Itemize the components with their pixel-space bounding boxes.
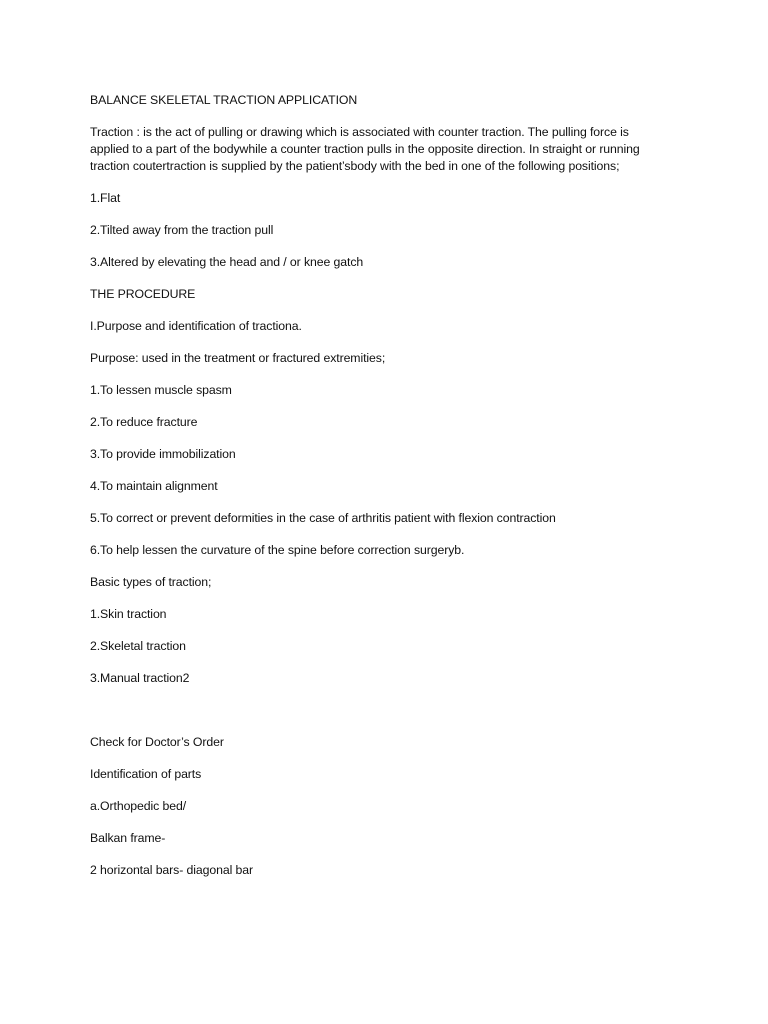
position-item: 2.Tilted away from the traction pull: [90, 223, 274, 237]
document-title: BALANCE SKELETAL TRACTION APPLICATION: [90, 93, 358, 107]
position-item: 1.Flat: [90, 191, 121, 205]
purpose-item: 5.To correct or prevent deformities in the case of arthritis patient with flexion contraction: [90, 511, 556, 525]
identification-heading: Identification of parts: [90, 767, 202, 781]
purpose-heading: I.Purpose and identification of tractiona.: [90, 319, 302, 333]
purpose-item: 4.To maintain alignment: [90, 479, 218, 493]
type-item: 2.Skeletal traction: [90, 639, 186, 653]
type-item: 3.Manual traction2: [90, 671, 190, 685]
procedure-heading: THE PROCEDURE: [90, 287, 196, 301]
purpose-item: 2.To reduce fracture: [90, 415, 198, 429]
types-heading: Basic types of traction;: [90, 575, 212, 589]
part-item: Balkan frame-: [90, 831, 166, 845]
blank-line: [90, 702, 670, 734]
position-item: 3.Altered by elevating the head and / or knee gatch: [90, 255, 364, 269]
document-body: [90, 92, 670, 894]
purpose-intro: Purpose: used in the treatment or fractured extremities;: [90, 351, 386, 365]
purpose-item: 3.To provide immobilization: [90, 447, 236, 461]
purpose-item: 6.To help lessen the curvature of the spine before correction surgeryb.: [90, 543, 465, 557]
purpose-item: 1.To lessen muscle spasm: [90, 383, 232, 397]
part-item: 2 horizontal bars- diagonal bar: [90, 863, 254, 877]
intro-paragraph: Traction : is the act of pulling or drawing which is associated with counter traction. The pulling force is applied to a part of the bodywhile a counter traction pulls in the opposite direction. In straight or running traction coutertraction is supplied by the patient’sbody with the bed in one of the following positions;: [90, 125, 640, 173]
type-item: 1.Skin traction: [90, 607, 167, 621]
check-order: Check for Doctor’s Order: [90, 735, 224, 749]
part-item: a.Orthopedic bed/: [90, 799, 187, 813]
